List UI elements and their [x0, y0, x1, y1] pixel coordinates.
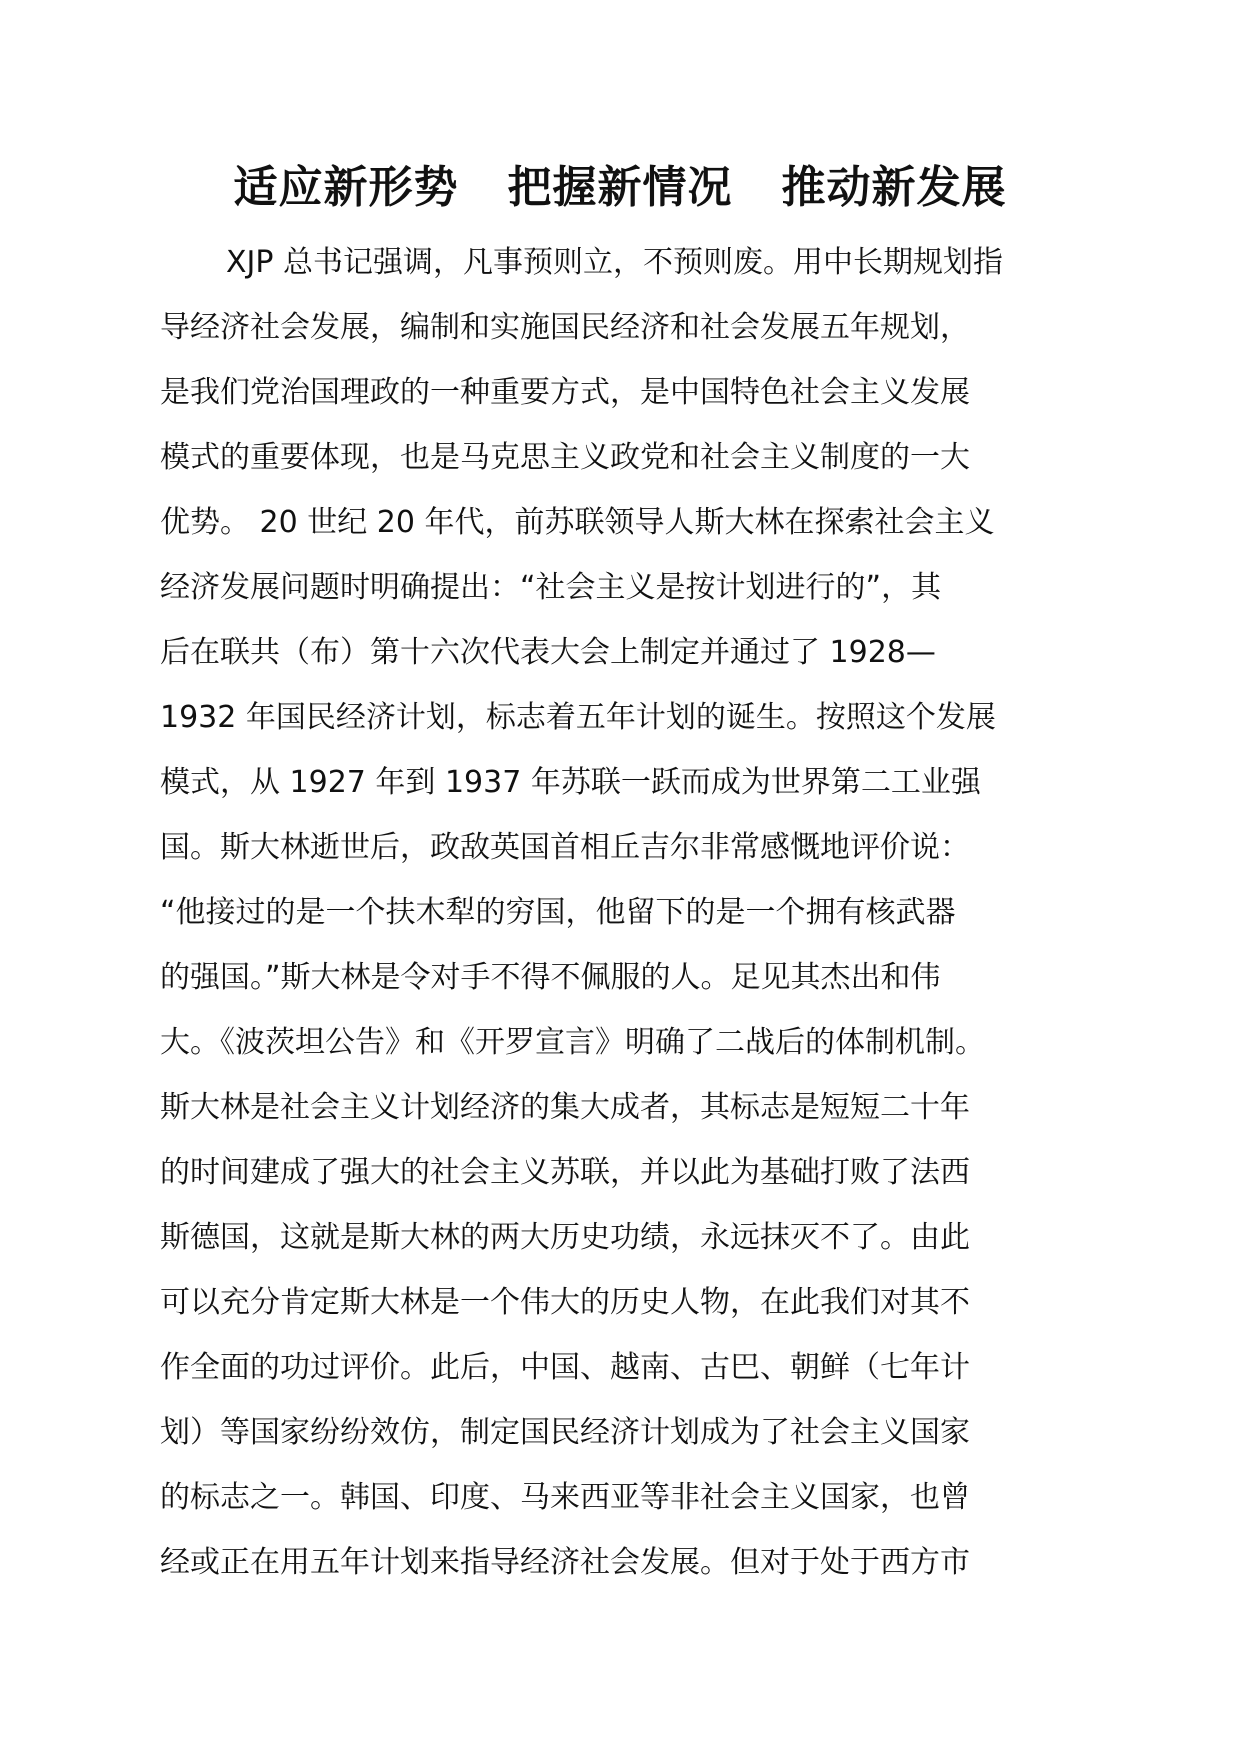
body-line: 模式的重要体现，也是马克思主义政党和社会主义制度的一大	[160, 440, 970, 475]
body-line: 经或正在用五年计划来指导经济社会发展。但对于处于西方市	[160, 1545, 970, 1580]
body-line: “他接过的是一个扶木犁的穷国，他留下的是一个拥有核武器	[160, 895, 956, 930]
body-line: 1932 年国民经济计划，标志着五年计划的诞生。按照这个发展	[160, 700, 996, 735]
body-line: 的时间建成了强大的社会主义苏联，并以此为基础打败了法西	[160, 1155, 970, 1190]
body-line: 经济发展问题时明确提出：“社会主义是按计划进行的”，其	[160, 570, 942, 605]
document-body	[160, 230, 1100, 1595]
body-line: 导经济社会发展，编制和实施国民经济和社会发展五年规划，	[160, 310, 970, 345]
body-line: 的标志之一。韩国、印度、马来西亚等非社会主义国家，也曾	[160, 1480, 970, 1515]
document-title: 适应新形势 把握新情况 推动新发展	[233, 162, 1007, 213]
body-line: 是我们党治国理政的一种重要方式，是中国特色社会主义发展	[160, 375, 970, 410]
body-line: 优势。 20 世纪 20 年代，前苏联领导人斯大林在探索社会主义	[160, 505, 995, 540]
body-line: XJP 总书记强调，凡事预则立，不预则废。用中长期规划指	[226, 245, 1004, 280]
body-line: 斯大林是社会主义计划经济的集大成者，其标志是短短二十年	[160, 1090, 970, 1125]
body-line: 大。《波茨坦公告》和《开罗宣言》明确了二战后的体制机制。	[160, 1025, 985, 1060]
body-line: 的强国。”斯大林是令对手不得不佩服的人。足见其杰出和伟	[160, 960, 941, 995]
body-line: 国。斯大林逝世后，政敌英国首相丘吉尔非常感慨地评价说：	[160, 830, 970, 865]
body-line: 可以充分肯定斯大林是一个伟大的历史人物，在此我们对其不	[160, 1285, 970, 1320]
body-line: 斯德国，这就是斯大林的两大历史功绩，永远抹灭不了。由此	[160, 1220, 970, 1255]
body-line: 模式，从 1927 年到 1937 年苏联一跃而成为世界第二工业强	[160, 765, 981, 800]
body-line: 划）等国家纷纷效仿，制定国民经济计划成为了社会主义国家	[160, 1415, 970, 1450]
body-line: 作全面的功过评价。此后，中国、越南、古巴、朝鲜（七年计	[160, 1350, 970, 1385]
body-line: 后在联共（布）第十六次代表大会上制定并通过了 1928—	[160, 635, 936, 670]
